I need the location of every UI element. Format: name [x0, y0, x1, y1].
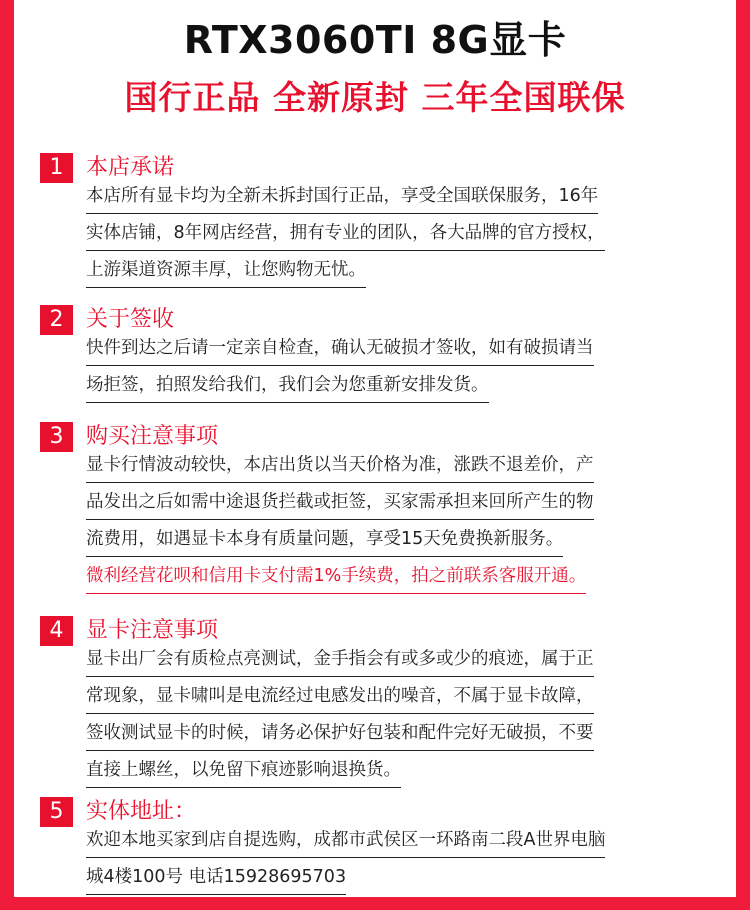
section-title: 关于签收 [86, 307, 175, 332]
section-text-line: 本店所有显卡均为全新未拆封国行正品，享受全国联保服务，16年 [86, 183, 598, 214]
section-purchase-notes [40, 422, 720, 600]
page-subtitle: 国行正品 全新原封 三年全国联保 [124, 78, 626, 117]
section-number-badge: 3 [40, 422, 73, 452]
section-text-line: 快件到达之后请一定亲自检查，确认无破损才签收，如有破损请当 [86, 335, 594, 366]
section-text-line: 签收测试显卡的时候，请务必保护好包装和配件完好无破损，不要 [86, 720, 594, 751]
section-title: 实体地址： [86, 799, 197, 824]
section-text-line: 显卡行情波动较快，本店出货以当天价格为准，涨跌不退差价，产 [86, 452, 594, 483]
section-text-line: 常现象，显卡啸叫是电流经过电感发出的噪音，不属于显卡故障， [86, 683, 594, 714]
section-text-line: 显卡出厂会有质检点亮测试，金手指会有或多或少的痕迹，属于正 [86, 646, 594, 677]
section-text-line: 实体店铺，8年网店经营，拥有专业的团队，各大品牌的官方授权， [86, 220, 605, 251]
section-title: 显卡注意事项 [86, 618, 219, 643]
payment-fee-note: 微利经营花呗和信用卡支付需1%手续费，拍之前联系客服开通。 [86, 563, 586, 594]
section-text-line: 流费用，如遇显卡本身有质量问题，享受15天免费换新服务。 [86, 526, 563, 557]
page-title: RTX3060TI 8G显卡 [183, 18, 567, 62]
address-phone-line: 城4楼100号 电话15928695703 [86, 864, 346, 895]
section-text-line: 直接上螺丝，以免留下痕迹影响退换货。 [86, 757, 401, 788]
section-card-notes [40, 616, 720, 794]
section-number-badge: 4 [40, 616, 73, 646]
content-card [14, 0, 736, 897]
address-line: 欢迎本地买家到店自提选购，成都市武侯区一环路南二段A世界电脑 [86, 827, 605, 858]
section-text-line: 上游渠道资源丰厚，让您购物无忧。 [86, 257, 366, 288]
section-text-line: 品发出之后如需中途退货拦截或拒签，买家需承担来回所产生的物 [86, 489, 594, 520]
section-receipt [40, 305, 720, 409]
section-text-line: 场拒签，拍照发给我们，我们会为您重新安排发货。 [86, 372, 489, 403]
section-promise [40, 153, 720, 294]
section-number-badge: 5 [40, 797, 73, 827]
section-title: 本店承诺 [86, 155, 175, 180]
section-title: 购买注意事项 [86, 424, 219, 449]
section-number-badge: 2 [40, 305, 73, 335]
section-address [40, 797, 720, 901]
section-number-badge: 1 [40, 153, 73, 183]
